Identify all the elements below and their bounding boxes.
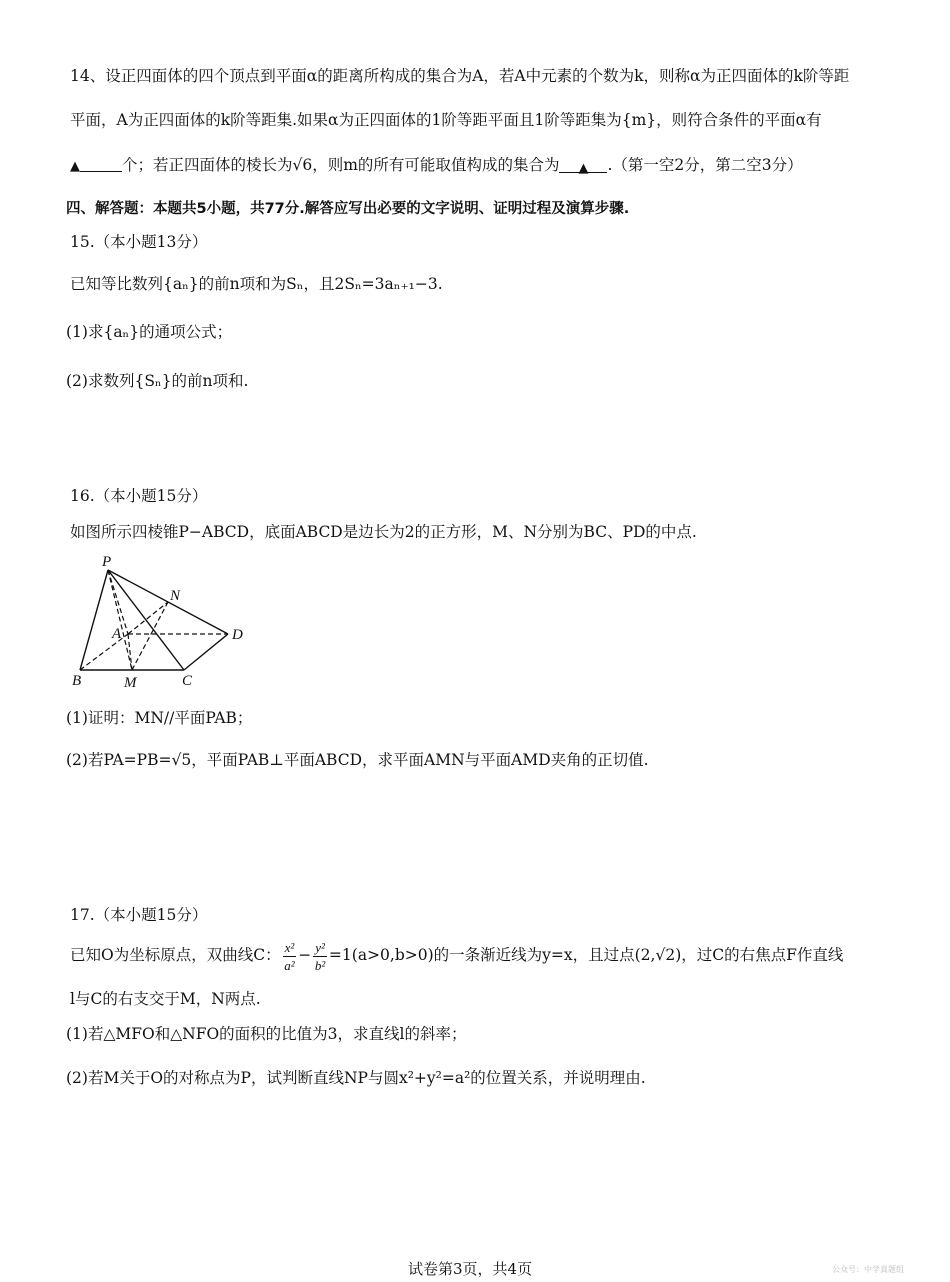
q17-stem [70,935,843,975]
q16-stem: 如图所示四棱锥P−ABCD，底面ABCD是边长为2的正方形，M、N分别为BC、PD的中点. [70,523,697,541]
label-N: N [170,588,181,604]
q15-part2: (2)求数列{Sₙ}的前n项和. [66,372,249,390]
label-A: A [112,626,122,642]
answer-blank-marker-2: ▲ [578,161,589,176]
fraction-numerator: x² [284,939,295,955]
q14-line2: 平面，A为正四面体的k阶等距集.如果α为正四面体的1阶等距平面且1阶等距集为{m}，则符合条件的平面α有 [70,111,822,129]
fraction-denominator: b² [314,957,326,973]
q16-part2: (2)若PA=PB=√5，平面PAB⊥平面ABCD，求平面AMN与平面AMD夹角的正切值. [66,751,649,769]
edge-CD [184,634,228,670]
segment-MN [132,602,168,670]
section-heading: 四、解答题：本题共5小题，共77分.解答应写出必要的文字说明、证明过程及演算步骤. [66,201,630,217]
edge-PB [80,570,108,670]
q14-line1: 14、设正四面体的四个顶点到平面α的距离所构成的集合为A，若A中元素的个数为k，则称α为正四面体的k阶等距 [70,67,850,85]
label-B: B [72,673,82,689]
q17-part1: (1)若△MFO和△NFO的面积的比值为3，求直线l的斜率； [66,1025,467,1043]
fraction-y2-b2 [313,941,327,972]
q17-title: 17.（本小题15分） [70,906,208,924]
answer-blank-2 [559,158,607,176]
q16-title: 16.（本小题15分） [70,487,208,505]
label-D: D [232,627,243,643]
q15-title: 15.（本小题13分） [70,233,208,251]
q17-stem-start: 已知O为坐标原点，双曲线C： [70,946,281,964]
answer-blank-1 [80,157,122,172]
fraction-denominator: a² [284,957,295,973]
q15-part1: (1)求{aₙ}的通项公式； [66,323,233,341]
pyramid-figure [60,550,270,695]
answer-blank-marker-1: ▲ [70,159,80,174]
minus-sign: − [298,946,312,964]
page-footer: 试卷第3页，共4页 [408,1260,533,1278]
label-P: P [102,554,112,570]
q14-line3 [70,153,803,175]
q15-stem: 已知等比数列{aₙ}的前n项和为Sₙ，且2Sₙ=3aₙ₊₁−3. [70,275,443,293]
q17-part2: (2)若M关于O的对称点为P，试判断直线NP与圆x²+y²=a²的位置关系，并说明理由. [66,1069,646,1087]
q17-stem-rest: =1(a>0,b>0)的一条渐近线为y=x，且过点(2,√2)，过C的右焦点F作直线 [328,946,844,964]
q14-line3-text: 个；若正四面体的棱长为√6，则m的所有可能取值构成的集合为 [122,156,560,174]
q14-line3-tail: .（第一空2分，第二空3分） [607,156,803,174]
label-C: C [182,673,193,689]
fraction-x2-a2 [283,941,297,972]
q17-stem-line2: l与C的右支交于M，N两点. [70,990,261,1008]
segment-AM [128,634,132,670]
watermark: 公众号：中学真题组 [832,1265,904,1274]
q16-part1: (1)证明：MN//平面PAB； [66,709,253,727]
fraction-numerator: y² [315,939,325,955]
segment-AN [128,602,168,634]
label-M: M [124,675,137,691]
